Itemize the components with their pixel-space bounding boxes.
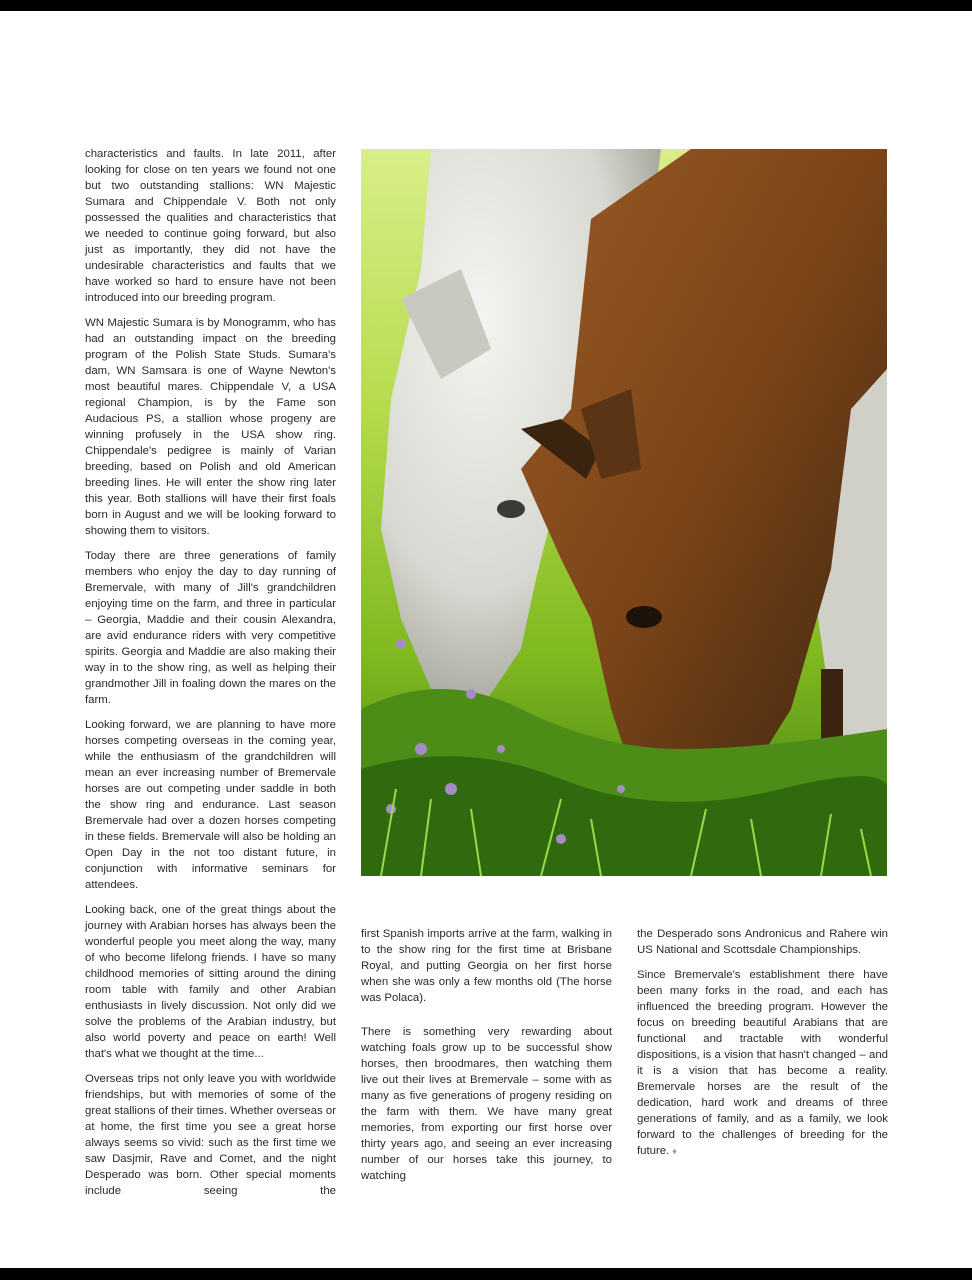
paragraph: first Spanish imports arrive at the farm, walking in to the show ring for the first time at Brisbane Royal, and putting Georgia on her first horse when she was only a few months old (The horse was Polaca). (361, 928, 612, 1004)
paragraph: Today there are three generations of family members who enjoy the day to day running of Bremervale, with many of Jill's grandchildren enjoying time on the farm, and three in particular – Georgia, Maddie and their cousin Alexandra, are avid endurance riders with very competitive spirits. Georgia and Maddie are also making their way in to the show ring, as well as helping their grandmother Jill in foaling down the mares on the farm. (85, 550, 336, 706)
paragraph: WN Majestic Sumara is by Monogramm, who has had an outstanding impact on the breeding program of the Polish State Studs. Sumara's dam, WN Samsara is one of Wayne Newton's most beautiful mares. Chippendale V, a USA regional Champion, is by the Fame son Audacious PS, a stallion whose progeny are winning profusely in the USA show ring. Chippendale's pedigree is mainly of Varian breeding, based on Polish and old American breeding lines. He will enter the show ring later this year. Both stallions will have their first foals born in August and we will be looking forward to showing them to visitors. (85, 317, 336, 537)
top-border (0, 0, 972, 11)
horse-foal-grazing-photo (361, 149, 887, 876)
text-column-3 (637, 926, 888, 1168)
paragraph (637, 967, 888, 1159)
photo-illustration (361, 149, 887, 876)
closing-paragraph-text: Since Bremervale's establishment there have been many forks in the road, and each has influenced the breeding program. However the focus on breeding beautiful Arabians that are functional and tractable with wonderful dispositions, is a vision that hasn't changed – and it is a vision that has become a reality. Bremervale horses are the result of the dedication, hard work and dreams of three generations of family, and as a family, we look forward to the challenges of breeding for the future. (637, 969, 888, 1157)
paragraph: the Desperado sons Andronicus and Rahere win US National and Scottsdale Championships. (637, 928, 888, 956)
paragraph: Looking forward, we are planning to have more horses competing overseas in the coming year, while the enthusiasm of the grandchildren will mean an ever increasing number of Bremervale horses are out competing under saddle in both the show ring and endurance. Last season Bremervale had over a dozen horses competing in these fields. Bremervale will also be holding an Open Day in the not too distant future, in conjunction with informative seminars for attendees. (85, 719, 336, 891)
paragraph: Looking back, one of the great things about the journey with Arabian horses has always been the wonderful people you meet along the way, many of who become lifelong friends. I have so many childhood memories of sitting around the dining room table with family and other Arabian enthusiasts in lively discussion. Not only did we solve the problems of the Arabian industry, but also world poverty and peace on earth! Well that's what we thought at the time... (85, 904, 336, 1060)
text-column-1 (85, 146, 336, 1208)
text-column-2 (361, 926, 612, 1193)
end-of-article-mark: ♦ (672, 1146, 677, 1156)
paragraph: Overseas trips not only leave you with worldwide friendships, but with memories of some of the great stallions of their times. Whether overseas or at home, the first time you see a great horse always seems so vivid: such as the first time we saw Dasjmir, Rave and Comet, and the night Desperado was born. Other special moments include seeing the (85, 1073, 336, 1197)
bottom-border (0, 1268, 972, 1280)
paragraph: There is something very rewarding about watching foals grow up to be successful show horses, then broodmares, then watching them live out their lives at Bremervale – some with as many as five generations of progeny residing on the farm with them. We have many great memories, from exporting our first horse over thirty years ago, and seeing an ever increasing number of our horses take this journey, to watching (361, 1026, 612, 1182)
paragraph: characteristics and faults. In late 2011, after looking for close on ten years we found not one but two outstanding stallions: WN Majestic Sumara and Chippendale V. Both not only possessed the qualities and characteristics that we needed to continue going forward, but also just as importantly, they did not have the undesirable characteristics and faults that we have worked so hard to ensure have not been introduced into our breeding program. (85, 148, 336, 304)
